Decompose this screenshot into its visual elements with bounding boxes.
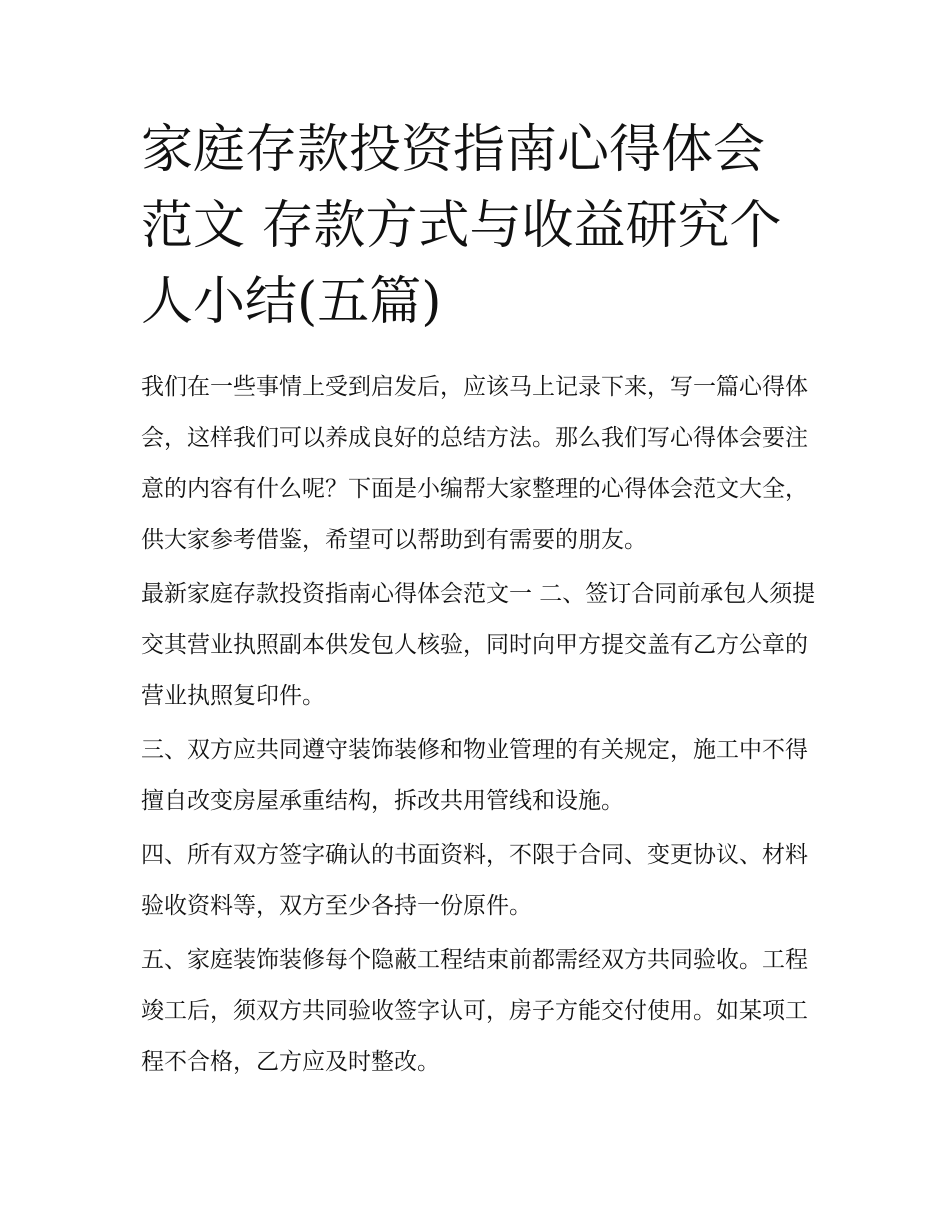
section-paragraph-4: 四、所有双方签字确认的书面资料，不限于合同、变更协议、材料验收资料等，双方至少各持一份原件。 <box>141 842 808 919</box>
section-paragraph-3: 三、双方应共同遵守装饰装修和物业管理的有关规定，施工中不得擅自改变房屋承重结构，拆改共用管线和设施。 <box>141 737 808 814</box>
section-paragraph-1: 最新家庭存款投资指南心得体会范文一 二、签订合同前承包人须提交其营业执照副本供发包人核验，同时向甲方提交盖有乙方公章的营业执照复印件。 <box>141 581 816 709</box>
document-page <box>141 112 816 1091</box>
document-body <box>141 362 816 1088</box>
section-paragraph-5: 五、家庭装饰装修每个隐蔽工程结束前都需经双方共同验收。工程竣工后，须双方共同验收签字认可，房子方能交付使用。如某项工程不合格，乙方应及时整改。 <box>141 947 808 1075</box>
document-title: 家庭存款投资指南心得体会范文 存款方式与收益研究个人小结(五篇) <box>141 120 782 332</box>
intro-paragraph: 我们在一些事情上受到启发后，应该马上记录下来，写一篇心得体会，这样我们可以养成良好的总结方法。那么我们写心得体会要注意的内容有什么呢？下面是小编帮大家整理的心得体会范文大全，供大家参考借鉴，希望可以帮助到有需要的朋友。 <box>141 374 808 553</box>
